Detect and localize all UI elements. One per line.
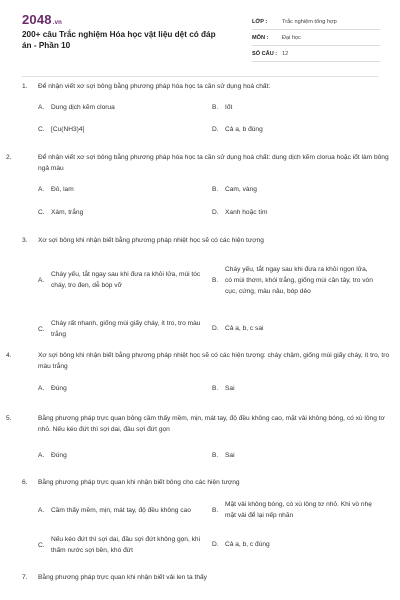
meta-row-count xyxy=(252,46,380,62)
meta-value: Trắc nghiệm tổng hợp xyxy=(282,18,337,25)
question-number: 6. xyxy=(22,479,28,486)
option-text: Xanh hoặc tím xyxy=(225,209,268,216)
option-b[interactable] xyxy=(212,184,378,195)
question-text xyxy=(22,572,378,583)
option-text: Mặt vải không bóng, có xù lông tơ nhỏ. Khi vò nhẹ mặt vải để lại nếp nhăn xyxy=(225,501,372,519)
question-text xyxy=(22,235,378,246)
option-letter: C. xyxy=(38,325,45,333)
option-a[interactable] xyxy=(38,450,198,461)
option-d[interactable] xyxy=(212,323,378,334)
option-letter: A. xyxy=(38,186,45,193)
option-a[interactable] xyxy=(38,184,198,195)
option-letter: B. xyxy=(212,452,219,459)
question-body: Để nhận viết xơ sợi bông bằng phương pháp hóa học ta cần sử dụng hoá chất: xyxy=(38,83,271,90)
meta-value: Đại học xyxy=(282,34,301,41)
meta-row-subject xyxy=(252,30,380,46)
document-title: 200+ câu Trắc nghiệm Hóa học vật liệu dệt có đáp án - Phần 10 xyxy=(22,30,216,50)
option-letter: B. xyxy=(212,385,219,392)
meta-label: SỐ CÂU : xyxy=(252,50,278,57)
option-letter: A. xyxy=(38,506,45,514)
logo-text: 2048 xyxy=(22,12,52,27)
option-b[interactable] xyxy=(212,383,378,394)
option-text: Cả a, b đúng xyxy=(225,126,263,133)
option-text: Cả a, b, c sai xyxy=(225,325,264,332)
option-text: Iốt xyxy=(225,104,233,111)
option-c[interactable] xyxy=(38,124,198,135)
option-text: Cầm thấy mềm, mịn, mát tay, độ đều không cao xyxy=(51,506,191,514)
option-text: Cháy yếu, tắt ngay sau khi đưa ra khỏi ngọn lửa, có mùi thơm, khói trắng, giống mùi cần tây, tro vón cục, cứng, màu nâu, bóp dẻo xyxy=(225,265,373,295)
question-text xyxy=(6,350,394,372)
question-number: 2. xyxy=(6,154,12,161)
option-b[interactable] xyxy=(212,450,378,461)
option-letter: B. xyxy=(212,276,219,284)
option-c[interactable] xyxy=(38,317,208,341)
question-text xyxy=(22,477,378,488)
question-text xyxy=(22,81,378,92)
meta-label: MÔN : xyxy=(252,34,269,41)
option-text: Nếu kéo đứt thì sợi dai, đầu sợi đứt không gọn, khi thấm nước sợi bền, khó đứt xyxy=(51,536,201,554)
question-number: 3. xyxy=(22,237,28,244)
question-body: Xơ sợi bông khi nhận biết bằng phương pháp nhiệt học sẽ có các hiện tượng: cháy chậm, giống mùi giấy cháy, ít tro, tro màu trắng xyxy=(38,352,390,370)
option-text: [Cu(NH3)4] xyxy=(51,126,85,133)
option-letter: A. xyxy=(38,276,45,284)
option-d[interactable] xyxy=(212,124,378,135)
question-number: 1. xyxy=(22,83,28,90)
question-number: 5. xyxy=(6,415,12,422)
header xyxy=(0,0,400,62)
question-number: 4. xyxy=(6,352,12,359)
meta-value: 12 xyxy=(282,50,289,57)
option-c[interactable] xyxy=(38,207,198,218)
question-text xyxy=(6,413,394,435)
question-body: Bằng phương pháp trực quan khi nhận biết bông cho các hiện tượng xyxy=(38,479,240,486)
option-d[interactable] xyxy=(212,539,378,550)
site-logo[interactable] xyxy=(22,12,62,27)
meta-label: LỚP : xyxy=(252,18,268,25)
option-letter: B. xyxy=(212,506,219,514)
option-text: Cam, vàng xyxy=(225,186,257,193)
option-d[interactable] xyxy=(212,207,378,218)
option-letter: D. xyxy=(212,541,219,548)
option-b[interactable] xyxy=(212,498,378,522)
option-a[interactable] xyxy=(38,498,208,522)
option-text: Cháy rất nhanh, giống mùi giấy cháy, ít tro, tro màu trắng xyxy=(51,320,201,338)
option-a[interactable] xyxy=(38,102,198,113)
option-letter: A. xyxy=(38,104,45,111)
option-text: Sai xyxy=(225,452,235,459)
question-body: Để nhận viết xơ sợi bông bằng phương pháp hóa học ta cần sử dụng hoá chất: dung dịch kẽm clorua hoặc iốt làm bông ngả màu xyxy=(38,154,389,172)
header-divider xyxy=(22,76,378,77)
option-letter: B. xyxy=(212,186,219,193)
option-text: Sai xyxy=(225,385,235,392)
option-text: Cả a, b, c đúng xyxy=(225,541,270,548)
option-text: Xám, trắng xyxy=(51,209,84,216)
option-b[interactable] xyxy=(212,102,378,113)
question-number: 7. xyxy=(22,574,28,581)
option-text: Đỏ, lam xyxy=(51,186,74,193)
question-text xyxy=(6,152,394,174)
option-letter: A. xyxy=(38,452,45,459)
option-text: Đúng xyxy=(51,452,67,459)
option-a[interactable] xyxy=(38,263,208,297)
option-letter: A. xyxy=(38,385,45,392)
meta-row-class xyxy=(252,14,380,30)
option-letter: D. xyxy=(212,126,219,133)
option-letter: D. xyxy=(212,325,219,332)
option-letter: C. xyxy=(38,126,45,133)
option-letter: B. xyxy=(212,104,219,111)
option-c[interactable] xyxy=(38,533,208,557)
option-b[interactable] xyxy=(212,255,378,305)
option-letter: C. xyxy=(38,541,45,549)
question-body: Xơ sợi bông khi nhận biết bằng phương pháp nhiệt học sẽ có các hiện tượng xyxy=(38,237,264,244)
option-letter: D. xyxy=(212,209,219,216)
option-text: Đúng xyxy=(51,385,67,392)
option-text: Cháy yếu, tắt ngay sau khi đưa ra khỏi lửa, mùi tóc cháy, tro đen, dễ bóp vỡ xyxy=(51,271,201,289)
question-body: Bằng phương pháp trực quan khi nhận biết vải len ta thấy xyxy=(38,574,207,581)
option-text: Dung dịch kẽm clorua xyxy=(51,104,115,111)
option-a[interactable] xyxy=(38,383,198,394)
question-body: Bằng phương pháp trực quan bông cầm thấy mềm, mịn, mát tay, độ đều không cao, mặt vải không bóng, có xù lông tơ nhỏ. Nếu kéo đứt thì sợi dai, đầu sợi đứt gọn xyxy=(38,415,385,433)
meta-table xyxy=(252,14,380,62)
logo-suffix: .vn xyxy=(52,20,63,26)
option-letter: C. xyxy=(38,209,45,216)
